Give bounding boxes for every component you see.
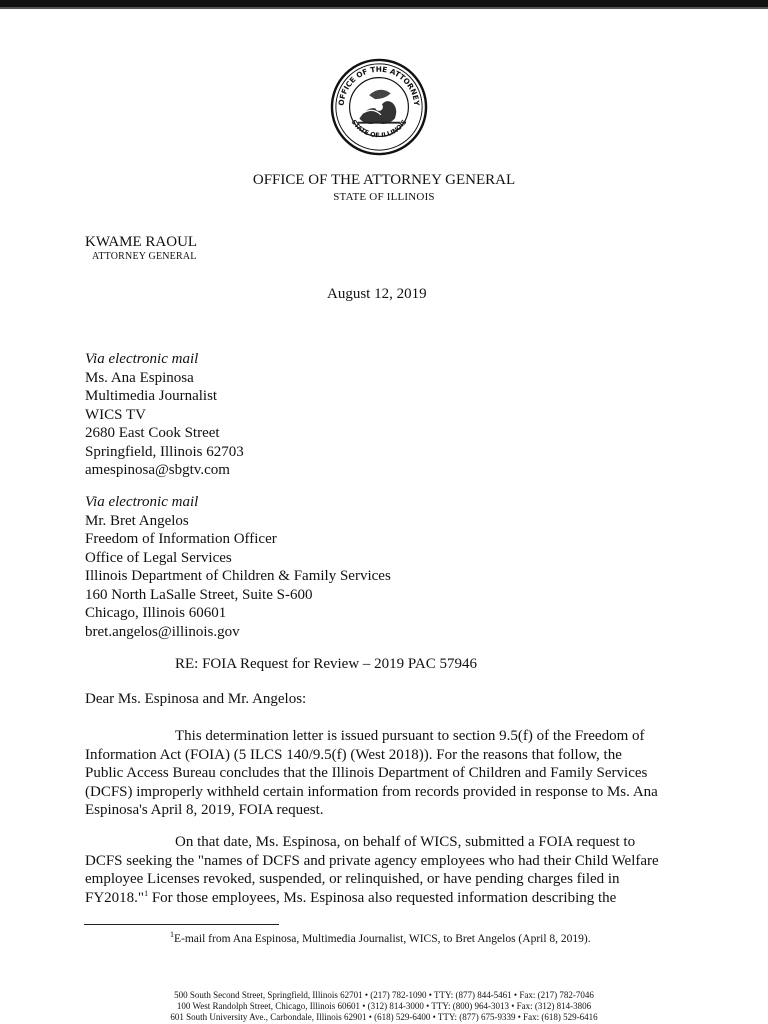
letter-date: August 12, 2019: [327, 286, 427, 302]
footnote-reference: 1: [144, 888, 149, 898]
footnote-text: E-mail from Ana Espinosa, Multimedia Journalist, WICS, to Bret Angelos (April 8, 2019).: [174, 933, 591, 945]
body-text: For those employees, Ms. Espinosa also requested information describing the: [148, 889, 617, 906]
recipient-name: Mr. Bret Angelos: [85, 512, 189, 529]
state-subtitle: STATE OF ILLINOIS: [333, 191, 435, 203]
office-title: OFFICE OF THE ATTORNEY GENERAL: [252, 172, 516, 188]
body-paragraph-2: [85, 833, 675, 907]
recipient-organization: WICS TV: [85, 406, 146, 423]
scan-top-edge: [0, 0, 768, 7]
footnote-divider: [84, 924, 279, 925]
footer-address-carbondale: 601 South University Ave., Carbondale, Illinois 62901 • (618) 529-6400 • TTY: (877) 675-9339 • Fax: (618) 529-6416: [170, 1012, 598, 1022]
footnote: [170, 932, 591, 946]
state-seal-logo: [330, 58, 428, 156]
recipient-email: amespinosa@sbgtv.com: [85, 462, 230, 478]
body-line: Public Access Bureau concludes that the Illinois Department of Children and Family Services: [85, 765, 648, 781]
recipient-street: 2680 East Cook Street: [85, 425, 220, 441]
body-paragraph-1: [85, 727, 675, 820]
body-line: This determination letter is issued pursuant to section 9.5(f) of the Freedom of: [175, 728, 645, 744]
recipient-title: Multimedia Journalist: [85, 388, 218, 404]
recipient-title: Freedom of Information Officer: [85, 531, 277, 547]
attorney-general-name: KWAME RAOUL: [85, 234, 198, 250]
recipient-office: Office of Legal Services: [85, 549, 232, 566]
recipient-block-1: [85, 350, 244, 480]
body-line: [85, 889, 675, 908]
body-line: Information Act (FOIA) (5 ILCS 140/9.5(f) (West 2018)). For the reasons that follow, the: [85, 746, 622, 763]
recipient-street: 160 North LaSalle Street, Suite S-600: [85, 586, 313, 603]
recipient-city: Chicago, Illinois 60601: [85, 605, 227, 621]
delivery-method: Via electronic mail: [85, 351, 199, 367]
recipient-organization: Illinois Department of Children & Family Services: [85, 568, 391, 584]
body-line: DCFS seeking the "names of DCFS and private agency employees who had their Child Welfare: [85, 852, 659, 869]
footer-address-springfield: 500 South Second Street, Springfield, Illinois 62701 • (217) 782-1090 • TTY: (877) 844-5461 • Fax: (217) 782-7046: [174, 990, 594, 1000]
seal-text-bottom: STATE OF ILLINOIS: [349, 118, 409, 140]
recipient-block-2: [85, 493, 391, 641]
seal-text-top: OFFICE OF THE ATTORNEY: [336, 64, 422, 107]
footnote-mark: 1: [170, 930, 174, 940]
recipient-name: Ms. Ana Espinosa: [85, 369, 194, 386]
recipient-email: bret.angelos@illinois.gov: [85, 623, 240, 640]
delivery-method: Via electronic mail: [85, 494, 199, 510]
body-line: (DCFS) improperly withheld certain information from records provided in response to Ms. Ana: [85, 783, 658, 800]
body-text: FY2018.": [85, 889, 145, 906]
body-line: employee Licenses revoked, suspended, or relinquished, or have pending charges filed in: [85, 871, 620, 887]
subject-line: RE: FOIA Request for Review – 2019 PAC 57946: [175, 656, 477, 672]
attorney-general-title: ATTORNEY GENERAL: [92, 251, 197, 262]
body-line: On that date, Ms. Espinosa, on behalf of WICS, submitted a FOIA request to: [175, 834, 636, 850]
body-line: Espinosa's April 8, 2019, FOIA request.: [85, 802, 324, 818]
recipient-city: Springfield, Illinois 62703: [85, 443, 244, 460]
footer-address-chicago: 100 West Randolph Street, Chicago, Illinois 60601 • (312) 814-3000 • TTY: (800) 964-3013 • Fax: (312) 814-3806: [176, 1001, 592, 1011]
scan-top-edge-shadow: [0, 7, 768, 9]
salutation: Dear Ms. Espinosa and Mr. Angelos:: [85, 691, 307, 707]
